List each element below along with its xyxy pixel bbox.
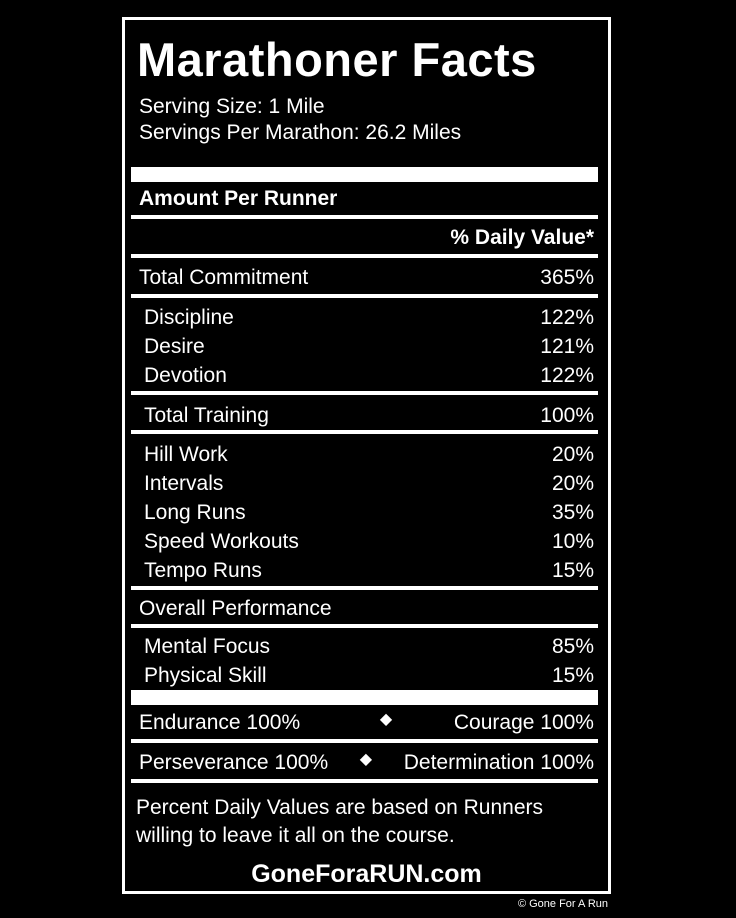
vitamin-left: Perseverance 100% bbox=[139, 751, 329, 774]
thick-divider bbox=[131, 690, 598, 705]
row-value: 15% bbox=[551, 559, 594, 582]
row-total-commitment bbox=[139, 267, 594, 288]
row-value: 10% bbox=[551, 530, 594, 553]
row-total-training bbox=[144, 405, 594, 426]
row-label: Speed Workouts bbox=[144, 530, 299, 553]
vitamin-row bbox=[139, 712, 594, 733]
divider bbox=[131, 391, 598, 395]
divider bbox=[131, 779, 598, 783]
row-desire bbox=[144, 336, 594, 357]
row-label: Hill Work bbox=[144, 443, 228, 466]
row-devotion bbox=[144, 365, 594, 386]
row-overall-performance bbox=[139, 598, 594, 619]
row-label: Overall Performance bbox=[139, 597, 332, 620]
vitamin-row bbox=[139, 752, 594, 773]
row-label: Tempo Runs bbox=[144, 559, 262, 582]
row-value: 85% bbox=[551, 635, 594, 658]
row-label: Total Commitment bbox=[139, 266, 309, 289]
divider bbox=[131, 430, 598, 434]
divider bbox=[131, 586, 598, 590]
divider bbox=[131, 294, 598, 298]
row-label: Intervals bbox=[144, 472, 224, 495]
row-value: 35% bbox=[551, 501, 594, 524]
row-label: Devotion bbox=[144, 364, 227, 387]
vitamin-left: Endurance 100% bbox=[139, 711, 301, 734]
row-label: Total Training bbox=[144, 404, 269, 427]
row-tempo-runs bbox=[144, 560, 594, 581]
divider bbox=[131, 254, 598, 258]
divider bbox=[131, 215, 598, 219]
row-label: Desire bbox=[144, 335, 205, 358]
row-value: 20% bbox=[551, 443, 594, 466]
row-value: 121% bbox=[540, 335, 594, 358]
row-physical-skill bbox=[144, 665, 594, 686]
row-intervals bbox=[144, 473, 594, 494]
row-label: Long Runs bbox=[144, 501, 246, 524]
diamond-icon: ◆ bbox=[359, 751, 373, 768]
row-label: Discipline bbox=[144, 306, 234, 329]
row-speed-workouts bbox=[144, 531, 594, 552]
amount-header: Amount Per Runner bbox=[139, 187, 338, 210]
nutrition-label bbox=[122, 17, 611, 894]
divider bbox=[131, 624, 598, 628]
row-value: 100% bbox=[540, 404, 594, 427]
daily-value-header: % Daily Value* bbox=[450, 226, 594, 249]
row-value: 15% bbox=[551, 664, 594, 687]
servings-per-marathon: Servings Per Marathon: 26.2 Miles bbox=[139, 121, 462, 144]
row-value: 20% bbox=[551, 472, 594, 495]
thick-divider bbox=[131, 167, 598, 182]
website-link[interactable]: GoneForaRUN.com bbox=[251, 860, 482, 888]
row-label: Physical Skill bbox=[144, 664, 267, 687]
divider bbox=[131, 739, 598, 743]
copyright-notice: © Gone For A Run bbox=[517, 898, 608, 910]
row-hill-work bbox=[144, 444, 594, 465]
footnote-line: Percent Daily Values are based on Runners bbox=[136, 796, 544, 819]
row-label: Mental Focus bbox=[144, 635, 271, 658]
row-mental-focus bbox=[144, 636, 594, 657]
row-long-runs bbox=[144, 502, 594, 523]
diamond-icon: ◆ bbox=[379, 711, 393, 728]
vitamin-right: Courage 100% bbox=[453, 711, 594, 734]
label-title: Marathoner Facts bbox=[137, 33, 537, 86]
row-value: 365% bbox=[540, 266, 594, 289]
vitamin-right: Determination 100% bbox=[403, 751, 594, 774]
row-value: 122% bbox=[540, 364, 594, 387]
serving-size: Serving Size: 1 Mile bbox=[139, 95, 325, 118]
row-discipline bbox=[144, 307, 594, 328]
footnote-line: willing to leave it all on the course. bbox=[136, 824, 455, 847]
row-value: 122% bbox=[540, 306, 594, 329]
